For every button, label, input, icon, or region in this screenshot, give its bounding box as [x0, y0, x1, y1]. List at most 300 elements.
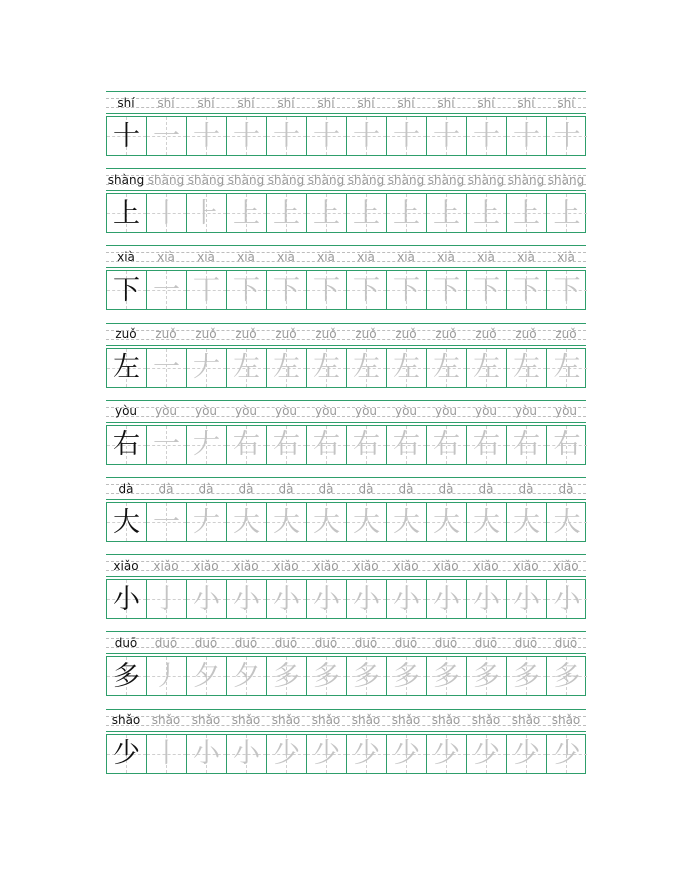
- pinyin-trace: duō: [354, 635, 378, 650]
- pinyin-trace: xià: [397, 249, 415, 264]
- pinyin-trace: xiǎo: [313, 558, 339, 573]
- stroke-step-character: 夕: [193, 660, 220, 692]
- stroke-order-cell: [307, 426, 347, 464]
- model-character: 左: [113, 352, 140, 384]
- stroke-order-cell: [467, 657, 507, 695]
- model-character-cell: [107, 271, 147, 309]
- pinyin-trace: xià: [157, 249, 175, 264]
- stroke-step-character: 左: [513, 352, 540, 384]
- pinyin-trace: xià: [277, 249, 295, 264]
- pinyin-trace: zuǒ: [435, 327, 457, 342]
- stroke-step-character: 小: [393, 583, 420, 615]
- stroke-step-character: 多: [273, 660, 300, 692]
- character-grid: [106, 579, 586, 619]
- pinyin-trace: shí: [477, 95, 495, 110]
- stroke-step-character: 十: [553, 120, 581, 152]
- stroke-order-cell: [227, 117, 267, 155]
- pinyin-trace: zuǒ: [275, 327, 297, 342]
- stroke-step-character: 上: [513, 197, 540, 229]
- stroke-order-cell: [187, 426, 227, 464]
- stroke-step-character: 大: [313, 506, 340, 538]
- stroke-step-character: 多: [393, 660, 420, 692]
- stroke-order-cell: [507, 735, 547, 773]
- stroke-step-character: 一: [153, 274, 180, 306]
- pinyin-trace: zuǒ: [235, 327, 257, 342]
- pinyin-trace: dà: [238, 481, 254, 496]
- model-character-cell: [107, 426, 147, 464]
- pinyin-band: [106, 168, 586, 191]
- pinyin-trace: dà: [438, 481, 454, 496]
- pinyin-trace: shàng: [307, 172, 345, 187]
- stroke-step-character: 下: [233, 274, 260, 306]
- pinyin-trace: shí: [237, 95, 255, 110]
- pinyin-trace: shàng: [227, 172, 265, 187]
- pinyin-trace: dà: [198, 481, 214, 496]
- pinyin-trace: xiǎo: [553, 558, 579, 573]
- stroke-step-character: 多: [313, 660, 340, 692]
- stroke-order-cell: [187, 735, 227, 773]
- pinyin-trace: xià: [317, 249, 335, 264]
- pinyin-trace: zuǒ: [475, 327, 497, 342]
- stroke-step-character: 少: [433, 738, 460, 770]
- pinyin-trace: shǎo: [391, 713, 421, 728]
- stroke-order-cell: [307, 657, 347, 695]
- stroke-step-character: 左: [233, 352, 260, 384]
- pinyin-trace: dà: [318, 481, 334, 496]
- stroke-order-cell: [267, 349, 307, 387]
- pinyin-trace: yòu: [394, 404, 418, 419]
- pinyin-trace: yòu: [354, 404, 378, 419]
- stroke-order-cell: [467, 735, 507, 773]
- model-character: 右: [113, 429, 140, 461]
- pinyin-trace: shǎo: [431, 713, 461, 728]
- stroke-order-cell: [267, 117, 307, 155]
- stroke-order-cell: [547, 503, 587, 541]
- stroke-step-character: 小: [513, 583, 540, 615]
- stroke-order-cell: [227, 657, 267, 695]
- pinyin-trace: shǎo: [271, 713, 301, 728]
- stroke-step-character: 下: [473, 274, 500, 306]
- pinyin-trace: shǎo: [231, 713, 261, 728]
- stroke-order-cell: [547, 349, 587, 387]
- stroke-step-character: 十: [353, 120, 380, 152]
- pinyin-trace: xiǎo: [513, 558, 539, 573]
- stroke-step-character: 大: [433, 506, 460, 538]
- stroke-order-cell: [507, 271, 547, 309]
- pinyin-trace: shí: [517, 95, 535, 110]
- stroke-step-character: 上: [473, 197, 500, 229]
- stroke-order-cell: [427, 426, 467, 464]
- stroke-order-cell: [307, 194, 347, 232]
- pinyin-band: [106, 323, 586, 346]
- stroke-step-character: 上: [433, 197, 460, 229]
- stroke-step-character: 大: [513, 506, 540, 538]
- stroke-order-cell: [347, 580, 387, 618]
- stroke-order-cell: [267, 194, 307, 232]
- pinyin-trace: shàng: [187, 172, 225, 187]
- stroke-step-character: 丿: [153, 660, 180, 692]
- model-character: 下: [113, 274, 140, 306]
- pinyin-trace: dà: [158, 481, 174, 496]
- pinyin-trace: duō: [394, 635, 418, 650]
- stroke-step-character: 下: [273, 274, 300, 306]
- pinyin-trace: xiǎo: [233, 558, 259, 573]
- stroke-step-character: 右: [313, 429, 340, 461]
- stroke-step-character: 小: [353, 583, 380, 615]
- pinyin-label: xià: [117, 249, 135, 264]
- stroke-step-character: 上: [353, 197, 380, 229]
- pinyin-trace: yòu: [474, 404, 498, 419]
- stroke-order-cell: [547, 194, 587, 232]
- pinyin-trace: shǎo: [151, 713, 181, 728]
- stroke-step-character: 大: [353, 506, 380, 538]
- stroke-step-character: 𠂇: [193, 352, 220, 384]
- stroke-step-character: 右: [233, 429, 260, 461]
- pinyin-trace: shàng: [467, 172, 505, 187]
- pinyin-trace: shǎo: [551, 713, 581, 728]
- pinyin-label: yòu: [114, 404, 138, 419]
- stroke-order-cell: [467, 349, 507, 387]
- pinyin-trace: duō: [154, 635, 178, 650]
- pinyin-trace: duō: [434, 635, 458, 650]
- stroke-order-cell: [227, 503, 267, 541]
- pinyin-label: xiǎo: [113, 558, 139, 573]
- stroke-order-cell: [467, 580, 507, 618]
- stroke-step-character: 小: [273, 583, 300, 615]
- pinyin-label: zuǒ: [115, 327, 137, 342]
- character-grid: [106, 270, 586, 310]
- stroke-step-character: 小: [193, 583, 220, 615]
- stroke-order-cell: [547, 271, 587, 309]
- pinyin-trace: shí: [437, 95, 455, 110]
- character-grid: [106, 656, 586, 696]
- stroke-step-character: 大: [233, 506, 260, 538]
- stroke-step-character: 左: [553, 352, 581, 384]
- stroke-order-cell: [427, 735, 467, 773]
- stroke-step-character: 小: [233, 583, 260, 615]
- stroke-step-character: 少: [353, 738, 380, 770]
- stroke-order-cell: [467, 503, 507, 541]
- stroke-order-cell: [307, 503, 347, 541]
- stroke-order-cell: [467, 117, 507, 155]
- pinyin-trace: yòu: [194, 404, 218, 419]
- pinyin-trace: yòu: [154, 404, 178, 419]
- stroke-step-character: 十: [433, 120, 460, 152]
- stroke-step-character: 上: [553, 197, 581, 229]
- pinyin-band: [106, 91, 586, 114]
- model-character: 上: [113, 197, 140, 229]
- stroke-order-cell: [147, 194, 187, 232]
- stroke-order-cell: [467, 426, 507, 464]
- pinyin-trace: xià: [517, 249, 535, 264]
- pinyin-trace: shí: [397, 95, 415, 110]
- stroke-step-character: 大: [473, 506, 500, 538]
- stroke-order-cell: [347, 117, 387, 155]
- practice-row: [106, 709, 586, 805]
- pinyin-trace: shí: [557, 95, 575, 110]
- pinyin-trace: xiǎo: [393, 558, 419, 573]
- stroke-step-character: 右: [553, 429, 581, 461]
- stroke-order-cell: [347, 426, 387, 464]
- stroke-step-character: 少: [513, 738, 540, 770]
- stroke-order-cell: [427, 194, 467, 232]
- pinyin-trace: duō: [234, 635, 258, 650]
- character-grid: [106, 193, 586, 233]
- stroke-step-character: 右: [473, 429, 500, 461]
- pinyin-trace: yòu: [554, 404, 578, 419]
- pinyin-trace: shàng: [347, 172, 385, 187]
- stroke-step-character: 十: [233, 120, 260, 152]
- character-grid: [106, 425, 586, 465]
- character-grid: [106, 734, 586, 774]
- stroke-order-cell: [507, 117, 547, 155]
- stroke-order-cell: [387, 349, 427, 387]
- model-character-cell: [107, 117, 147, 155]
- pinyin-band: [106, 631, 586, 654]
- pinyin-trace: zuǒ: [555, 327, 577, 342]
- stroke-step-character: 多: [433, 660, 460, 692]
- stroke-step-character: 小: [433, 583, 460, 615]
- stroke-step-character: 十: [273, 120, 300, 152]
- stroke-order-cell: [427, 349, 467, 387]
- stroke-order-cell: [427, 503, 467, 541]
- stroke-order-cell: [547, 657, 587, 695]
- model-character-cell: [107, 503, 147, 541]
- stroke-step-character: 大: [393, 506, 420, 538]
- stroke-order-cell: [387, 117, 427, 155]
- pinyin-trace: zuǒ: [315, 327, 337, 342]
- stroke-step-character: 小: [193, 738, 220, 770]
- stroke-step-character: 十: [393, 120, 420, 152]
- stroke-order-cell: [187, 580, 227, 618]
- stroke-step-character: 右: [513, 429, 540, 461]
- pinyin-trace: yòu: [234, 404, 258, 419]
- model-character-cell: [107, 194, 147, 232]
- model-character: 小: [113, 583, 140, 615]
- pinyin-label: duō: [114, 635, 138, 650]
- pinyin-label: shàng: [107, 172, 145, 187]
- pinyin-trace: yòu: [314, 404, 338, 419]
- stroke-step-character: 小: [233, 738, 260, 770]
- stroke-order-cell: [387, 426, 427, 464]
- model-character: 大: [113, 506, 140, 538]
- model-character-cell: [107, 735, 147, 773]
- stroke-step-character: 大: [273, 506, 300, 538]
- pinyin-trace: dà: [478, 481, 494, 496]
- pinyin-trace: shàng: [267, 172, 305, 187]
- stroke-step-character: 丅: [193, 274, 220, 306]
- pinyin-trace: xiǎo: [353, 558, 379, 573]
- stroke-order-cell: [267, 503, 307, 541]
- pinyin-band: [106, 477, 586, 500]
- stroke-step-character: 少: [273, 738, 300, 770]
- stroke-order-cell: [187, 503, 227, 541]
- stroke-step-character: 上: [233, 197, 260, 229]
- stroke-step-character: 多: [473, 660, 500, 692]
- stroke-step-character: 十: [313, 120, 340, 152]
- pinyin-trace: duō: [314, 635, 338, 650]
- stroke-order-cell: [227, 426, 267, 464]
- stroke-step-character: 下: [353, 274, 380, 306]
- stroke-order-cell: [547, 580, 587, 618]
- stroke-step-character: 左: [473, 352, 500, 384]
- stroke-order-cell: [427, 117, 467, 155]
- stroke-order-cell: [547, 426, 587, 464]
- stroke-step-character: 𠂇: [193, 506, 220, 538]
- stroke-order-cell: [267, 271, 307, 309]
- stroke-step-character: 多: [513, 660, 540, 692]
- stroke-step-character: 丨: [153, 738, 180, 770]
- pinyin-trace: dà: [518, 481, 534, 496]
- stroke-step-character: 右: [273, 429, 300, 461]
- stroke-order-cell: [507, 426, 547, 464]
- stroke-order-cell: [347, 194, 387, 232]
- stroke-order-cell: [187, 657, 227, 695]
- stroke-step-character: 夕: [233, 660, 260, 692]
- pinyin-band: [106, 709, 586, 732]
- pinyin-trace: xiǎo: [193, 558, 219, 573]
- stroke-step-character: 一: [153, 506, 180, 538]
- stroke-step-character: 上: [273, 197, 300, 229]
- stroke-step-character: 上: [313, 197, 340, 229]
- pinyin-trace: zuǒ: [515, 327, 537, 342]
- stroke-order-cell: [427, 271, 467, 309]
- stroke-step-character: 小: [553, 583, 581, 615]
- stroke-step-character: 上: [393, 197, 420, 229]
- stroke-order-cell: [507, 349, 547, 387]
- pinyin-trace: shàng: [387, 172, 425, 187]
- stroke-order-cell: [147, 117, 187, 155]
- stroke-step-character: 大: [553, 506, 581, 538]
- stroke-order-cell: [387, 657, 427, 695]
- stroke-order-cell: [307, 349, 347, 387]
- pinyin-trace: shí: [317, 95, 335, 110]
- stroke-step-character: 下: [513, 274, 540, 306]
- stroke-order-cell: [227, 580, 267, 618]
- pinyin-band: [106, 400, 586, 423]
- stroke-step-character: 下: [393, 274, 420, 306]
- stroke-order-cell: [267, 735, 307, 773]
- pinyin-trace: zuǒ: [355, 327, 377, 342]
- stroke-order-cell: [347, 735, 387, 773]
- stroke-step-character: 一: [153, 352, 180, 384]
- stroke-order-cell: [307, 117, 347, 155]
- pinyin-trace: dà: [278, 481, 294, 496]
- stroke-step-character: ⺊: [193, 197, 220, 229]
- pinyin-trace: duō: [474, 635, 498, 650]
- stroke-step-character: 亅: [153, 583, 180, 615]
- stroke-step-character: 𠂇: [193, 429, 220, 461]
- stroke-step-character: 下: [553, 274, 581, 306]
- stroke-order-cell: [467, 194, 507, 232]
- stroke-order-cell: [147, 580, 187, 618]
- stroke-order-cell: [147, 271, 187, 309]
- pinyin-trace: xià: [437, 249, 455, 264]
- stroke-order-cell: [387, 580, 427, 618]
- stroke-step-character: 多: [553, 660, 581, 692]
- model-character: 十: [113, 120, 140, 152]
- stroke-order-cell: [147, 735, 187, 773]
- stroke-step-character: 丨: [153, 197, 180, 229]
- model-character: 少: [113, 738, 140, 770]
- model-character: 多: [113, 660, 140, 692]
- pinyin-trace: xià: [237, 249, 255, 264]
- pinyin-trace: shǎo: [351, 713, 381, 728]
- stroke-order-cell: [387, 503, 427, 541]
- stroke-order-cell: [307, 580, 347, 618]
- character-grid: [106, 502, 586, 542]
- pinyin-trace: zuǒ: [155, 327, 177, 342]
- stroke-step-character: 十: [193, 120, 220, 152]
- stroke-order-cell: [147, 657, 187, 695]
- model-character-cell: [107, 657, 147, 695]
- stroke-order-cell: [507, 194, 547, 232]
- stroke-order-cell: [347, 349, 387, 387]
- pinyin-trace: shàng: [507, 172, 545, 187]
- stroke-order-cell: [267, 580, 307, 618]
- stroke-step-character: 一: [153, 120, 180, 152]
- stroke-step-character: 下: [313, 274, 340, 306]
- pinyin-trace: shǎo: [311, 713, 341, 728]
- character-grid: [106, 348, 586, 388]
- pinyin-trace: shí: [157, 95, 175, 110]
- pinyin-trace: shí: [277, 95, 295, 110]
- stroke-order-cell: [427, 580, 467, 618]
- stroke-order-cell: [347, 657, 387, 695]
- stroke-step-character: 一: [153, 429, 180, 461]
- stroke-order-cell: [387, 194, 427, 232]
- pinyin-trace: shàng: [147, 172, 185, 187]
- pinyin-label: shǎo: [111, 713, 141, 728]
- pinyin-trace: xiǎo: [433, 558, 459, 573]
- stroke-order-cell: [507, 580, 547, 618]
- stroke-order-cell: [187, 117, 227, 155]
- stroke-order-cell: [187, 349, 227, 387]
- pinyin-trace: shàng: [427, 172, 465, 187]
- pinyin-trace: xiǎo: [273, 558, 299, 573]
- pinyin-trace: shǎo: [511, 713, 541, 728]
- pinyin-trace: duō: [194, 635, 218, 650]
- stroke-order-cell: [347, 503, 387, 541]
- stroke-order-cell: [307, 271, 347, 309]
- pinyin-trace: xià: [357, 249, 375, 264]
- stroke-step-character: 右: [353, 429, 380, 461]
- stroke-order-cell: [227, 735, 267, 773]
- stroke-step-character: 十: [513, 120, 540, 152]
- stroke-step-character: 十: [473, 120, 500, 152]
- stroke-order-cell: [387, 735, 427, 773]
- stroke-step-character: 左: [393, 352, 420, 384]
- pinyin-trace: xià: [197, 249, 215, 264]
- stroke-step-character: 右: [433, 429, 460, 461]
- pinyin-trace: xiǎo: [153, 558, 179, 573]
- stroke-step-character: 右: [393, 429, 420, 461]
- stroke-step-character: 多: [353, 660, 380, 692]
- stroke-step-character: 小: [313, 583, 340, 615]
- pinyin-trace: duō: [514, 635, 538, 650]
- stroke-order-cell: [187, 271, 227, 309]
- pinyin-trace: yòu: [434, 404, 458, 419]
- pinyin-trace: shí: [197, 95, 215, 110]
- stroke-order-cell: [347, 271, 387, 309]
- pinyin-band: [106, 245, 586, 268]
- stroke-step-character: 小: [473, 583, 500, 615]
- model-character-cell: [107, 349, 147, 387]
- stroke-order-cell: [227, 349, 267, 387]
- stroke-order-cell: [147, 426, 187, 464]
- stroke-order-cell: [227, 271, 267, 309]
- stroke-order-cell: [387, 271, 427, 309]
